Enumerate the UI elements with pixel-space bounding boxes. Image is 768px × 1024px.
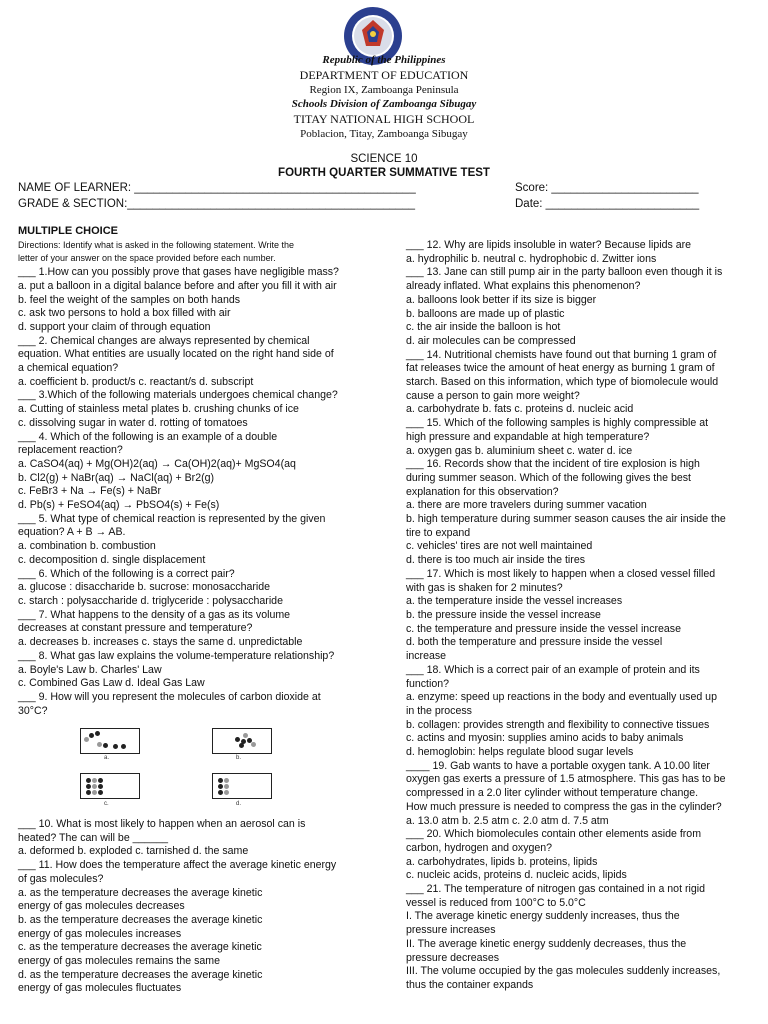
left-column bbox=[18, 225, 388, 718]
figure-c-box bbox=[80, 773, 140, 799]
directions-line: letter of your answer on the space provided before each number. bbox=[18, 253, 276, 264]
question-line: with gas is shaken for 2 minutes? bbox=[406, 581, 563, 594]
question-line: heated? The can will be ______ bbox=[18, 831, 168, 844]
grade-section-field[interactable]: GRADE & SECTION:_____________________________________________ bbox=[18, 198, 416, 210]
choice-line: a. the temperature inside the vessel increases bbox=[406, 595, 623, 608]
choice-line: a. deformed b. exploded c. tarnished d. the same bbox=[18, 845, 249, 858]
choice-line: c. FeBr3 + Na → Fe(s) + NaBr bbox=[18, 485, 162, 498]
choice-line: d. hemoglobin: helps regulate blood sugar levels bbox=[406, 746, 634, 759]
question-line: replacement reaction? bbox=[18, 444, 123, 457]
question-line: ___ 15. Which of the following samples is highly compressible at bbox=[406, 417, 709, 430]
choice-line: a. carbohydrates, lipids b. proteins, lipids bbox=[406, 855, 598, 868]
question-line: function? bbox=[406, 677, 449, 690]
choice-line: c. starch : polysaccharide d. triglyceride : polysaccharide bbox=[18, 594, 283, 607]
figure-caption: b. bbox=[236, 755, 242, 761]
choice-line: b. the pressure inside the vessel increase bbox=[406, 608, 601, 621]
test-title: FOURTH QUARTER SUMMATIVE TEST bbox=[278, 167, 490, 179]
question-line: ___ 17. Which is most likely to happen when a closed vessel filled bbox=[406, 567, 716, 580]
choice-line: in the process bbox=[406, 704, 472, 717]
figure-caption: d. bbox=[236, 801, 242, 807]
statement-line: III. The volume occupied by the gas molecules suddenly increases, bbox=[406, 965, 721, 978]
question-line: ___ 3.Which of the following materials undergoes chemical change? bbox=[18, 389, 338, 402]
figure-caption: a. bbox=[104, 755, 110, 761]
choice-line: d. as the temperature decreases the average kinetic bbox=[18, 968, 263, 981]
republic-line: Republic of the Philippines bbox=[322, 54, 446, 66]
question-line: ___ 12. Why are lipids insoluble in water? Because lipids are bbox=[406, 239, 692, 251]
choice-line: energy of gas molecules remains the same bbox=[18, 955, 220, 968]
question-line: oxygen gas exerts a pressure of 1.5 atmosphere. This gas has to be bbox=[406, 773, 726, 786]
school-address: Poblacion, Titay, Zamboanga Sibugay bbox=[300, 128, 468, 140]
choice-line: b. feel the weight of the samples on both hands bbox=[18, 293, 241, 306]
choice-line: a. hydrophilic b. neutral c. hydrophobic d. Zwitter ions bbox=[406, 252, 657, 265]
question-line: ___ 7. What happens to the density of a gas as its volume bbox=[18, 608, 291, 621]
choice-line: b. as the temperature decreases the average kinetic bbox=[18, 913, 263, 926]
choice-line: c. Combined Gas Law d. Ideal Gas Law bbox=[18, 677, 205, 690]
question-line: carbon, hydrogen and oxygen? bbox=[406, 841, 553, 854]
question-line: ___ 2. Chemical changes are always represented by chemical bbox=[18, 334, 310, 347]
choice-line: a. glucose : disaccharide b. sucrose: monosaccharide bbox=[18, 581, 271, 594]
choice-line: energy of gas molecules decreases bbox=[18, 900, 185, 913]
choice-line: b. balloons are made up of plastic bbox=[406, 307, 565, 320]
figure-d-box bbox=[212, 773, 272, 799]
question-line: ___ 6. Which of the following is a correct pair? bbox=[18, 567, 235, 580]
choice-line: b. collagen: provides strength and flexibility to connective tissues bbox=[406, 718, 710, 731]
subject-title: SCIENCE 10 bbox=[350, 153, 418, 165]
question-line: already inflated. What explains this phenomenon? bbox=[406, 280, 641, 293]
question-line: high pressure and expandable at high temperature? bbox=[406, 430, 650, 443]
choice-line: a. carbohydrate b. fats c. proteins d. nucleic acid bbox=[406, 403, 634, 416]
figure-caption: c. bbox=[104, 801, 109, 807]
question-line: ___ 16. Records show that the incident of tire explosion is high bbox=[406, 458, 700, 471]
school-name: TITAY NATIONAL HIGH SCHOOL bbox=[293, 112, 475, 126]
question-line: ___ 9. How will you represent the molecules of carbon dioxide at bbox=[18, 690, 321, 703]
statement-line: pressure increases bbox=[406, 924, 496, 937]
question-line: equation? A + B → AB. bbox=[18, 526, 126, 539]
choice-line: a. balloons look better if its size is bigger bbox=[406, 293, 597, 306]
directions-line: Directions: Identify what is asked in the following statement. Write the bbox=[18, 239, 294, 250]
date-field[interactable]: Date: ________________________ bbox=[515, 198, 700, 210]
choice-line: c. dissolving sugar in water d. rotting of tomatoes bbox=[18, 416, 248, 429]
section-heading: MULTIPLE CHOICE bbox=[18, 225, 119, 237]
choice-line: d. there is too much air inside the tires bbox=[406, 554, 586, 567]
question-line: How much pressure is needed to compress the gas in the cylinder? bbox=[406, 800, 722, 813]
score-field[interactable]: Score: _______________________ bbox=[515, 182, 699, 194]
question-line: ___ 5. What type of chemical reaction is represented by the given bbox=[18, 512, 326, 525]
choice-line: increase bbox=[406, 650, 447, 663]
question-line: ___ 20. Which biomolecules contain other elements aside from bbox=[406, 828, 702, 841]
choice-line: b. high temperature during summer season causes the air inside the bbox=[406, 513, 726, 526]
choice-line: a. 13.0 atm b. 2.5 atm c. 2.0 atm d. 7.5 atm bbox=[406, 814, 609, 827]
question-line: ___ 1.How can you possibly prove that gases have negligible mass? bbox=[18, 266, 339, 279]
question-line: ___ 10. What is most likely to happen when an aerosol can is bbox=[18, 818, 306, 830]
choice-line: c. ask two persons to hold a box filled with air bbox=[18, 307, 231, 320]
left-column-lower bbox=[18, 818, 388, 996]
department-title: DEPARTMENT OF EDUCATION bbox=[299, 68, 469, 82]
choice-line: tire to expand bbox=[406, 526, 471, 539]
figure-b-box bbox=[212, 728, 272, 754]
question-line: 30°C? bbox=[18, 704, 48, 717]
choice-line: a. put a balloon in a digital balance before and after you fill it with air bbox=[18, 279, 337, 292]
choice-line: c. actins and myosin: supplies amino acids to baby animals bbox=[406, 732, 684, 745]
question-line: ___ 18. Which is a correct pair of an example of protein and its bbox=[406, 663, 700, 676]
choice-line: energy of gas molecules increases bbox=[18, 927, 182, 940]
choice-line: a. oxygen gas b. aluminium sheet c. water d. ice bbox=[406, 444, 633, 457]
name-field[interactable]: NAME OF LEARNER: ____________________________________________ bbox=[18, 182, 416, 194]
choice-line: d. air molecules can be compressed bbox=[406, 334, 576, 347]
question-line: cause a person to gain more weight? bbox=[406, 389, 580, 402]
choice-line: c. nucleic acids, proteins d. nucleic acids, lipids bbox=[406, 869, 627, 882]
question-line: ___ 21. The temperature of nitrogen gas contained in a not rigid bbox=[406, 883, 705, 896]
question-line: of gas molecules? bbox=[18, 872, 104, 885]
question-line: ___ 8. What gas law explains the volume-temperature relationship? bbox=[18, 649, 335, 662]
choice-line: c. vehicles' tires are not well maintained bbox=[406, 540, 593, 553]
question-line: fat releases twice the amount of heat energy as burning 1 gram of bbox=[406, 362, 715, 375]
choice-line: a. enzyme: speed up reactions in the body and eventually used up bbox=[406, 691, 717, 704]
question-line: during summer season. Which of the following gives the best bbox=[406, 471, 691, 484]
choice-line: c. the air inside the balloon is hot bbox=[406, 321, 561, 334]
choice-line: a. CaSO4(aq) + Mg(OH)2(aq) → Ca(OH)2(aq)+ MgSO4(aq bbox=[18, 457, 296, 470]
question-line: a chemical equation? bbox=[18, 362, 119, 375]
question-line: explanation for this observation? bbox=[406, 485, 559, 498]
question-line: ___ 13. Jane can still pump air in the party balloon even though it is bbox=[406, 266, 723, 279]
choice-line: b. Cl2(g) + NaBr(aq) → NaCl(aq) + Br2(g) bbox=[18, 471, 215, 484]
choice-line: a. Boyle's Law b. Charles' Law bbox=[18, 663, 162, 676]
choice-line: c. the temperature and pressure inside the vessel increase bbox=[406, 622, 681, 635]
choice-line: a. combination b. combustion bbox=[18, 540, 156, 553]
region-line: Region IX, Zamboanga Peninsula bbox=[309, 84, 459, 96]
choice-line: a. decreases b. increases c. stays the same d. unpredictable bbox=[18, 636, 303, 649]
choice-line: energy of gas molecules fluctuates bbox=[18, 982, 182, 995]
choice-line: d. both the temperature and pressure inside the vessel bbox=[406, 636, 663, 649]
question-line: equation. What entities are usually located on the right hand side of bbox=[18, 348, 334, 361]
choice-line: c. as the temperature decreases the average kinetic bbox=[18, 941, 262, 954]
question-line: ___ 14. Nutritional chemists have found out that burning 1 gram of bbox=[406, 348, 717, 361]
division-line: Schools Division of Zamboanga Sibugay bbox=[291, 98, 477, 110]
statement-line: thus the container expands bbox=[406, 978, 534, 991]
statement-line: pressure decreases bbox=[406, 951, 500, 964]
question-line: vessel is reduced from 100°C to 5.0°C bbox=[406, 896, 586, 909]
statement-line: I. The average kinetic energy suddenly increases, thus the bbox=[406, 910, 680, 923]
figure-a-box bbox=[80, 728, 140, 754]
choice-line: a. as the temperature decreases the average kinetic bbox=[18, 886, 263, 899]
choice-line: d. Pb(s) + FeSO4(aq) → PbSO4(s) + Fe(s) bbox=[18, 499, 220, 512]
question-line: ___ 11. How does the temperature affect the average kinetic energy bbox=[18, 859, 337, 872]
right-column bbox=[406, 239, 756, 993]
question-line: ___ 4. Which of the following is an example of a double bbox=[18, 430, 278, 443]
question-line: decreases at constant pressure and temperature? bbox=[18, 622, 253, 635]
choice-line: a. Cutting of stainless metal plates b. crushing chunks of ice bbox=[18, 403, 299, 416]
choice-line: a. there are more travelers during summer vacation bbox=[406, 499, 647, 512]
statement-line: II. The average kinetic energy suddenly decreases, thus the bbox=[406, 937, 687, 950]
choice-line: a. coefficient b. product/s c. reactant/s d. subscript bbox=[18, 375, 254, 388]
choice-line: c. decomposition d. single displacement bbox=[18, 553, 206, 566]
question-line: compressed in a 2.0 liter cylinder without temperature change. bbox=[406, 787, 699, 800]
question-line: starch. Based on this information, which type of biomolecule would bbox=[406, 376, 719, 389]
choice-line: d. support your claim of through equation bbox=[18, 320, 211, 333]
question-line: ____ 19. Gab wants to have a portable oxygen tank. A 10.00 liter bbox=[406, 759, 710, 772]
